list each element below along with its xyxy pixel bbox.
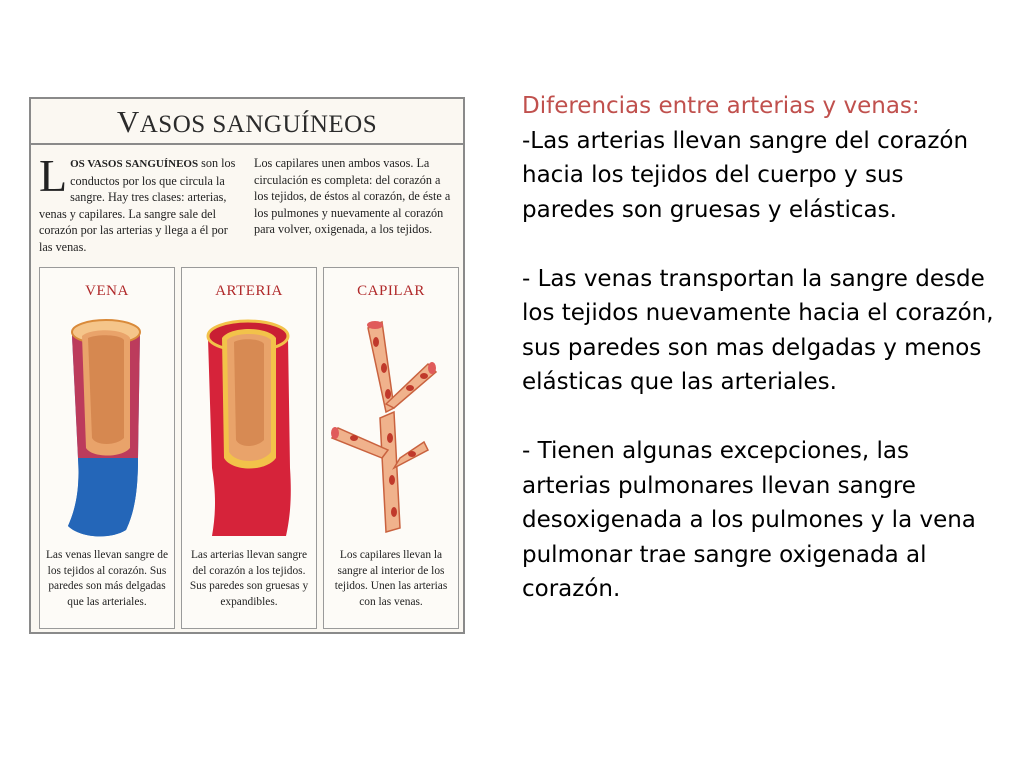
vein-caption: Las venas llevan sangre de los tejidos al corazón. Sus paredes son más delgadas que las arteriales.	[45, 549, 169, 608]
differences-heading: Diferencias entre arterias y venas:	[522, 93, 920, 119]
artery-card	[181, 267, 317, 629]
differences-text	[522, 89, 1002, 607]
intro-left-text: L OS VASOS SANGUÍNEOS son los conductos por los que circula la sangre. Hay tres clases: arterias, venas y capilares. La sangre sale del corazón por las arterias y llega a él por las venas.	[39, 150, 236, 254]
capillary-illustration	[324, 308, 457, 543]
drop-cap: L	[39, 150, 68, 201]
artery-title: ARTERIA	[215, 283, 283, 299]
artery-caption: Las arterias llevan sangre del corazón a los tejidos. Sus paredes son gruesas y expandibles.	[189, 549, 309, 608]
vein-title: VENA	[85, 283, 129, 299]
arteries-paragraph: -Las arterias llevan sangre del corazón hacia los tejidos del cuerpo y sus paredes son gruesas y elásticas.	[522, 127, 969, 223]
blood-vessels-figure	[29, 97, 465, 634]
artery-illustration	[182, 308, 315, 543]
veins-paragraph: - Las venas transportan la sangre desde los tejidos nuevamente hacia el corazón, sus paredes son mas delgadas y menos elásticas que las arteriales.	[522, 265, 994, 395]
figure-title: VASOS SANGUÍNEOS	[31, 99, 463, 145]
capillary-card	[323, 267, 459, 629]
vein-card	[39, 267, 175, 629]
vein-illustration	[40, 308, 173, 543]
capillary-title: CAPILAR	[357, 283, 425, 299]
capillary-caption: Los capilares llevan la sangre al interior de los tejidos. Unen las arterias con las venas.	[334, 549, 448, 608]
intro-right-text: Los capilares unen ambos vasos. La circulación es completa: del corazón a los tejidos, de éstos al corazón, de éste a los pulmones y nuevamente al corazón para volver, oxigenada, a los tejidos.	[254, 156, 451, 236]
exceptions-paragraph: - Tienen algunas excepciones, las arterias pulmonares llevan sangre desoxigenada a los pulmones y la vena pulmonar trae sangre oxigenada al corazón.	[522, 438, 976, 602]
